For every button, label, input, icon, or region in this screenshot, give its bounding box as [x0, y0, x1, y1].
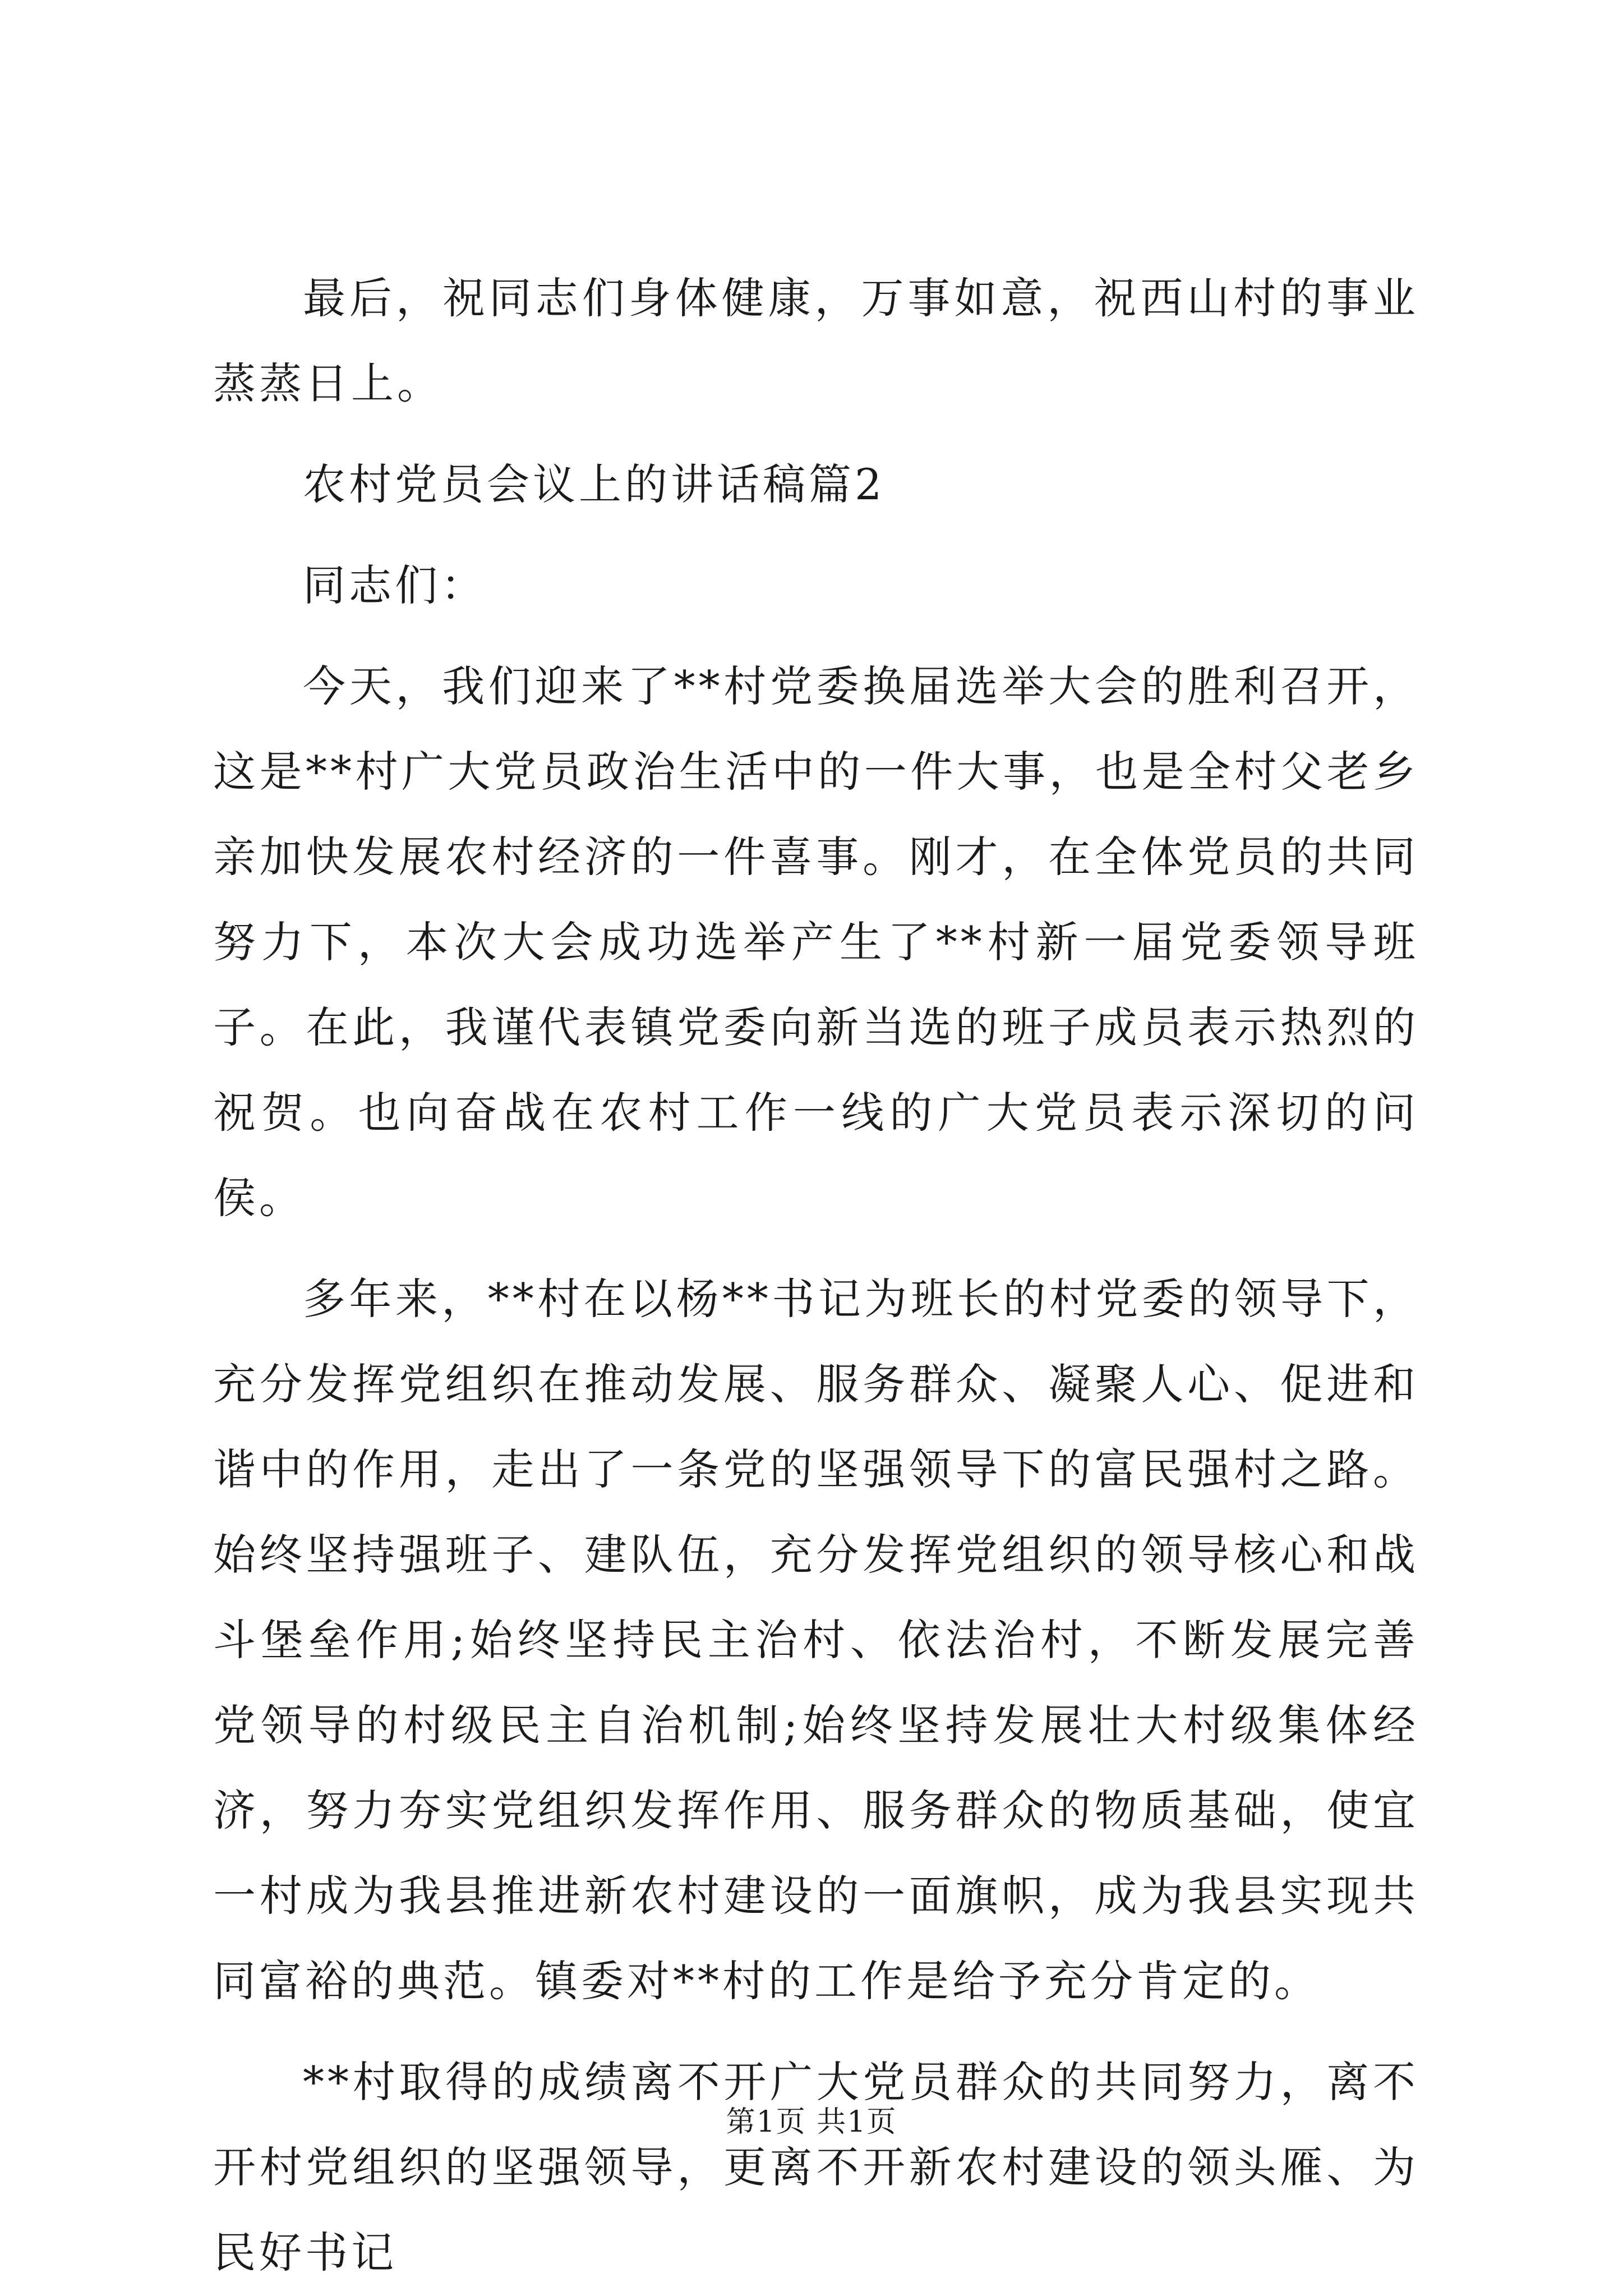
section-title: 农村党员会议上的讲话稿篇2 — [303, 459, 886, 509]
body-paragraph: 今天，我们迎来了**村党委换届选举大会的胜利召开，这是**村广大党员政治生活中的一件大事，也是全村父老乡亲加快发展农村经济的一件喜事。刚才，在全体党员的共同努力下，本次大会成功选举产生了**村新一届党委领导班子。在此，我谨代表镇党委向新当选的班子成员表示热烈的祝贺。也向奋战在农村工作一线的广大党员表示深切的问侯。 — [213, 661, 1419, 1223]
salutation: 同志们： — [303, 560, 487, 610]
body-paragraph: 多年来，**村在以杨**书记为班长的村党委的领导下，充分发挥党组织在推动发展、服务群众、凝聚人心、促进和谐中的作用，走出了一条党的坚强领导下的富民强村之路。始终坚持强班子、建队伍，充分发挥党组织的领导核心和战斗堡垒作用;始终坚持民主治村、依法治村，不断发展完善党领导的村级民主自治机制;始终坚持发展壮大村级集体经济，努力夯实党组织发挥作用、服务群众的物质基础，使宜一村成为我县推进新农村建设的一面旗帜，成为我县实现共同富裕的典范。镇委对**村的工作是给予充分肯定的。 — [213, 1274, 1419, 2006]
page-footer: 第1页 共1页 — [726, 2105, 897, 2139]
document-body — [213, 256, 1419, 2295]
body-paragraph: **村取得的成绩离不开广大党员群众的共同努力，离不开村党组织的坚强领导，更离不开新农村建设的领头雁、为民好书记 — [213, 2057, 1419, 2277]
closing-paragraph: 最后，祝同志们身体健康，万事如意，祝西山村的事业蒸蒸日上。 — [213, 273, 1419, 408]
